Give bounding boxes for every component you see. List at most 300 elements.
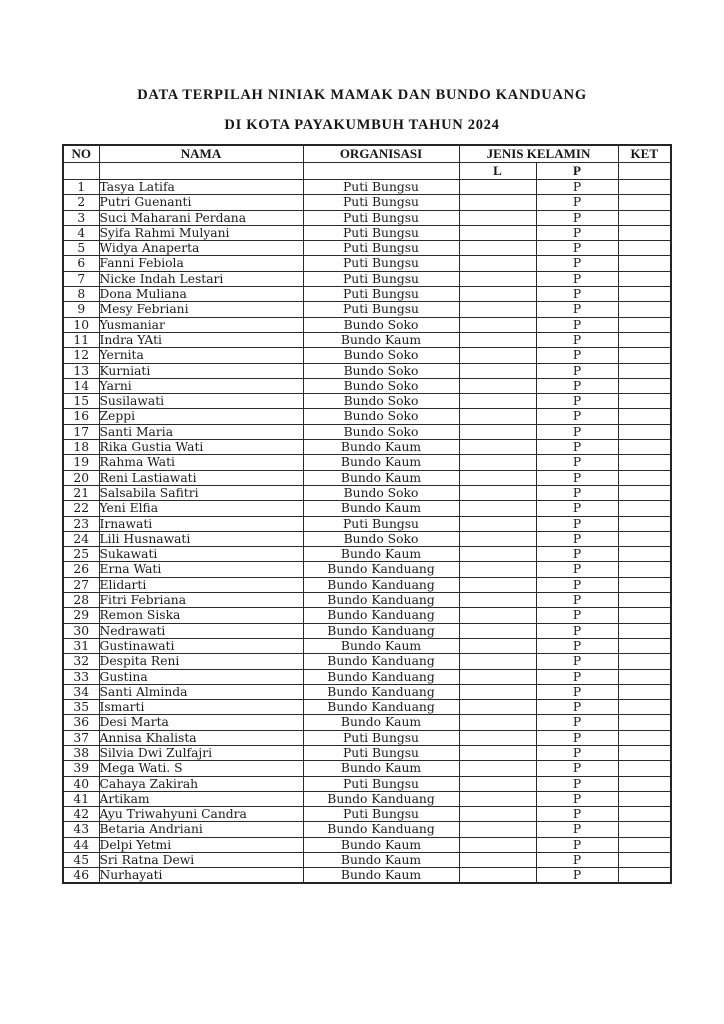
cell-jenis-kelamin-p: P <box>536 593 618 608</box>
cell-no: 45 <box>63 853 99 868</box>
cell-jenis-kelamin-p: P <box>536 837 618 852</box>
cell-organisasi: Bundo Kaum <box>303 638 459 653</box>
table-row <box>63 715 671 730</box>
table-row <box>63 424 671 439</box>
cell-nama: Cahaya Zakirah <box>99 776 303 791</box>
page-title-line1: DATA TERPILAH NINIAK MAMAK DAN BUNDO KANDUANG <box>137 87 587 103</box>
cell-nama: Sukawati <box>99 547 303 562</box>
cell-jenis-kelamin-l <box>459 287 536 302</box>
col-subheader-ket-empty <box>618 163 671 180</box>
cell-ket <box>618 180 671 195</box>
cell-no: 11 <box>63 332 99 347</box>
cell-jenis-kelamin-p: P <box>536 378 618 393</box>
cell-jenis-kelamin-l <box>459 409 536 424</box>
cell-nama: Santi Alminda <box>99 684 303 699</box>
cell-jenis-kelamin-l <box>459 776 536 791</box>
cell-no: 15 <box>63 394 99 409</box>
table-row <box>63 210 671 225</box>
col-subheader-nama-empty <box>99 163 303 180</box>
cell-jenis-kelamin-l <box>459 654 536 669</box>
cell-no: 5 <box>63 241 99 256</box>
cell-jenis-kelamin-l <box>459 577 536 592</box>
cell-jenis-kelamin-l <box>459 317 536 332</box>
cell-ket <box>618 608 671 623</box>
data-table <box>62 144 672 884</box>
cell-nama: Sri Ratna Dewi <box>99 853 303 868</box>
cell-ket <box>618 562 671 577</box>
cell-nama: Artikam <box>99 791 303 806</box>
cell-jenis-kelamin-l <box>459 807 536 822</box>
cell-ket <box>618 623 671 638</box>
table-row <box>63 807 671 822</box>
cell-nama: Salsabila Safitri <box>99 485 303 500</box>
cell-nama: Remon Siska <box>99 608 303 623</box>
cell-nama: Erna Wati <box>99 562 303 577</box>
cell-organisasi: Bundo Soko <box>303 348 459 363</box>
cell-jenis-kelamin-p: P <box>536 730 618 745</box>
table-row <box>63 287 671 302</box>
header-row-1 <box>63 145 671 163</box>
cell-nama: Yusmaniar <box>99 317 303 332</box>
cell-organisasi: Bundo Kaum <box>303 455 459 470</box>
cell-jenis-kelamin-p: P <box>536 485 618 500</box>
cell-ket <box>618 348 671 363</box>
cell-organisasi: Bundo Kanduang <box>303 700 459 715</box>
cell-no: 7 <box>63 271 99 286</box>
cell-ket <box>618 700 671 715</box>
cell-jenis-kelamin-l <box>459 547 536 562</box>
cell-jenis-kelamin-l <box>459 225 536 240</box>
cell-nama: Irnawati <box>99 516 303 531</box>
cell-jenis-kelamin-l <box>459 593 536 608</box>
cell-ket <box>618 577 671 592</box>
cell-no: 21 <box>63 485 99 500</box>
cell-organisasi: Puti Bungsu <box>303 241 459 256</box>
col-header-ket: KET <box>618 145 671 163</box>
cell-no: 13 <box>63 363 99 378</box>
cell-jenis-kelamin-p: P <box>536 531 618 546</box>
cell-organisasi: Bundo Kanduang <box>303 608 459 623</box>
cell-ket <box>618 241 671 256</box>
cell-jenis-kelamin-l <box>459 669 536 684</box>
table-row <box>63 684 671 699</box>
cell-organisasi: Bundo Soko <box>303 378 459 393</box>
cell-ket <box>618 302 671 317</box>
cell-no: 17 <box>63 424 99 439</box>
cell-ket <box>618 730 671 745</box>
cell-organisasi: Bundo Soko <box>303 531 459 546</box>
cell-jenis-kelamin-p: P <box>536 440 618 455</box>
cell-jenis-kelamin-l <box>459 195 536 210</box>
cell-organisasi: Bundo Soko <box>303 424 459 439</box>
cell-no: 10 <box>63 317 99 332</box>
cell-jenis-kelamin-l <box>459 730 536 745</box>
cell-jenis-kelamin-l <box>459 332 536 347</box>
cell-jenis-kelamin-l <box>459 516 536 531</box>
cell-ket <box>618 853 671 868</box>
cell-jenis-kelamin-p: P <box>536 348 618 363</box>
cell-organisasi: Puti Bungsu <box>303 745 459 760</box>
cell-ket <box>618 745 671 760</box>
cell-jenis-kelamin-p: P <box>536 868 618 883</box>
cell-jenis-kelamin-p: P <box>536 195 618 210</box>
cell-nama: Lili Husnawati <box>99 531 303 546</box>
cell-nama: Widya Anaperta <box>99 241 303 256</box>
cell-jenis-kelamin-l <box>459 302 536 317</box>
cell-organisasi: Bundo Kaum <box>303 868 459 883</box>
table-row <box>63 638 671 653</box>
cell-organisasi: Puti Bungsu <box>303 776 459 791</box>
cell-no: 27 <box>63 577 99 592</box>
cell-ket <box>618 317 671 332</box>
cell-jenis-kelamin-l <box>459 363 536 378</box>
table-row <box>63 470 671 485</box>
table-row <box>63 700 671 715</box>
cell-jenis-kelamin-l <box>459 837 536 852</box>
cell-no: 40 <box>63 776 99 791</box>
cell-nama: Zeppi <box>99 409 303 424</box>
col-subheader-p: P <box>536 163 618 180</box>
cell-jenis-kelamin-l <box>459 348 536 363</box>
cell-jenis-kelamin-l <box>459 271 536 286</box>
cell-no: 34 <box>63 684 99 699</box>
table-row <box>63 440 671 455</box>
cell-no: 30 <box>63 623 99 638</box>
cell-ket <box>618 547 671 562</box>
cell-nama: Yeni Elfia <box>99 501 303 516</box>
cell-organisasi: Bundo Kaum <box>303 715 459 730</box>
cell-no: 31 <box>63 638 99 653</box>
cell-no: 39 <box>63 761 99 776</box>
table-row <box>63 271 671 286</box>
cell-ket <box>618 776 671 791</box>
cell-no: 2 <box>63 195 99 210</box>
cell-nama: Elidarti <box>99 577 303 592</box>
cell-organisasi: Bundo Kaum <box>303 332 459 347</box>
cell-jenis-kelamin-l <box>459 745 536 760</box>
table-row <box>63 791 671 806</box>
cell-organisasi: Bundo Kaum <box>303 501 459 516</box>
cell-no: 29 <box>63 608 99 623</box>
cell-no: 14 <box>63 378 99 393</box>
cell-nama: Mega Wati. S <box>99 761 303 776</box>
table-row <box>63 195 671 210</box>
cell-organisasi: Bundo Kaum <box>303 853 459 868</box>
cell-ket <box>618 455 671 470</box>
cell-ket <box>618 378 671 393</box>
table-row <box>63 348 671 363</box>
cell-nama: Annisa Khalista <box>99 730 303 745</box>
table-row <box>63 409 671 424</box>
cell-ket <box>618 822 671 837</box>
table-row <box>63 608 671 623</box>
cell-jenis-kelamin-l <box>459 440 536 455</box>
cell-no: 41 <box>63 791 99 806</box>
cell-jenis-kelamin-l <box>459 638 536 653</box>
cell-no: 25 <box>63 547 99 562</box>
cell-jenis-kelamin-p: P <box>536 654 618 669</box>
cell-organisasi: Puti Bungsu <box>303 195 459 210</box>
cell-jenis-kelamin-l <box>459 210 536 225</box>
col-subheader-org-empty <box>303 163 459 180</box>
cell-nama: Betaria Andriani <box>99 822 303 837</box>
col-header-no: NO <box>63 145 99 163</box>
cell-jenis-kelamin-p: P <box>536 807 618 822</box>
cell-ket <box>618 516 671 531</box>
cell-jenis-kelamin-p: P <box>536 271 618 286</box>
cell-organisasi: Bundo Kaum <box>303 440 459 455</box>
col-header-jenis-kelamin: JENIS KELAMIN <box>459 145 618 163</box>
cell-jenis-kelamin-p: P <box>536 241 618 256</box>
table-header <box>63 145 671 180</box>
table-body <box>63 180 671 884</box>
cell-organisasi: Bundo Kanduang <box>303 669 459 684</box>
table-row <box>63 332 671 347</box>
cell-ket <box>618 409 671 424</box>
cell-jenis-kelamin-l <box>459 501 536 516</box>
table-row <box>63 837 671 852</box>
cell-ket <box>618 394 671 409</box>
cell-no: 23 <box>63 516 99 531</box>
cell-jenis-kelamin-l <box>459 485 536 500</box>
cell-jenis-kelamin-p: P <box>536 332 618 347</box>
cell-ket <box>618 807 671 822</box>
table-row <box>63 776 671 791</box>
cell-nama: Indra YAti <box>99 332 303 347</box>
cell-jenis-kelamin-p: P <box>536 363 618 378</box>
cell-ket <box>618 440 671 455</box>
cell-jenis-kelamin-l <box>459 623 536 638</box>
cell-organisasi: Puti Bungsu <box>303 180 459 195</box>
cell-jenis-kelamin-p: P <box>536 853 618 868</box>
table-row <box>63 501 671 516</box>
cell-jenis-kelamin-p: P <box>536 623 618 638</box>
cell-jenis-kelamin-l <box>459 424 536 439</box>
cell-no: 32 <box>63 654 99 669</box>
cell-organisasi: Bundo Soko <box>303 485 459 500</box>
cell-nama: Kurniati <box>99 363 303 378</box>
cell-jenis-kelamin-p: P <box>536 302 618 317</box>
cell-organisasi: Bundo Kanduang <box>303 791 459 806</box>
cell-jenis-kelamin-p: P <box>536 501 618 516</box>
cell-organisasi: Bundo Kaum <box>303 470 459 485</box>
cell-nama: Ismarti <box>99 700 303 715</box>
cell-organisasi: Bundo Soko <box>303 409 459 424</box>
cell-ket <box>618 501 671 516</box>
cell-ket <box>618 363 671 378</box>
cell-nama: Ayu Triwahyuni Candra <box>99 807 303 822</box>
cell-jenis-kelamin-p: P <box>536 684 618 699</box>
cell-jenis-kelamin-p: P <box>536 776 618 791</box>
table-row <box>63 225 671 240</box>
table-row <box>63 256 671 271</box>
cell-organisasi: Puti Bungsu <box>303 302 459 317</box>
col-header-nama: NAMA <box>99 145 303 163</box>
col-header-organisasi: ORGANISASI <box>303 145 459 163</box>
cell-nama: Dona Muliana <box>99 287 303 302</box>
cell-ket <box>618 684 671 699</box>
cell-jenis-kelamin-l <box>459 761 536 776</box>
cell-organisasi: Bundo Kanduang <box>303 684 459 699</box>
cell-jenis-kelamin-l <box>459 562 536 577</box>
col-subheader-l: L <box>459 163 536 180</box>
cell-ket <box>618 715 671 730</box>
cell-nama: Fanni Febiola <box>99 256 303 271</box>
cell-organisasi: Puti Bungsu <box>303 807 459 822</box>
cell-ket <box>618 837 671 852</box>
cell-jenis-kelamin-p: P <box>536 547 618 562</box>
table-row <box>63 623 671 638</box>
cell-no: 24 <box>63 531 99 546</box>
cell-jenis-kelamin-l <box>459 394 536 409</box>
cell-nama: Rahma Wati <box>99 455 303 470</box>
cell-ket <box>618 287 671 302</box>
cell-organisasi: Puti Bungsu <box>303 210 459 225</box>
cell-ket <box>618 485 671 500</box>
table-row <box>63 868 671 883</box>
cell-no: 16 <box>63 409 99 424</box>
cell-jenis-kelamin-l <box>459 684 536 699</box>
cell-no: 19 <box>63 455 99 470</box>
cell-organisasi: Puti Bungsu <box>303 271 459 286</box>
cell-jenis-kelamin-p: P <box>536 317 618 332</box>
cell-organisasi: Bundo Kanduang <box>303 593 459 608</box>
cell-jenis-kelamin-l <box>459 378 536 393</box>
cell-organisasi: Bundo Kanduang <box>303 822 459 837</box>
cell-organisasi: Bundo Kanduang <box>303 654 459 669</box>
cell-no: 37 <box>63 730 99 745</box>
cell-no: 12 <box>63 348 99 363</box>
cell-organisasi: Puti Bungsu <box>303 225 459 240</box>
table-row <box>63 562 671 577</box>
cell-ket <box>618 638 671 653</box>
cell-nama: Reni Lastiawati <box>99 470 303 485</box>
cell-nama: Rika Gustia Wati <box>99 440 303 455</box>
cell-jenis-kelamin-p: P <box>536 715 618 730</box>
table-row <box>63 822 671 837</box>
cell-jenis-kelamin-l <box>459 608 536 623</box>
cell-nama: Yarni <box>99 378 303 393</box>
cell-no: 20 <box>63 470 99 485</box>
table-row <box>63 317 671 332</box>
cell-organisasi: Bundo Soko <box>303 394 459 409</box>
cell-nama: Despita Reni <box>99 654 303 669</box>
cell-jenis-kelamin-l <box>459 241 536 256</box>
cell-nama: Nedrawati <box>99 623 303 638</box>
table-row <box>63 761 671 776</box>
cell-jenis-kelamin-p: P <box>536 516 618 531</box>
cell-jenis-kelamin-l <box>459 868 536 883</box>
cell-nama: Santi Maria <box>99 424 303 439</box>
cell-jenis-kelamin-p: P <box>536 761 618 776</box>
cell-ket <box>618 654 671 669</box>
cell-nama: Silvia Dwi Zulfajri <box>99 745 303 760</box>
table-row <box>63 730 671 745</box>
cell-no: 26 <box>63 562 99 577</box>
cell-jenis-kelamin-l <box>459 700 536 715</box>
cell-ket <box>618 225 671 240</box>
cell-ket <box>618 791 671 806</box>
page-title-line2: DI KOTA PAYAKUMBUH TAHUN 2024 <box>224 117 500 133</box>
cell-jenis-kelamin-p: P <box>536 225 618 240</box>
cell-organisasi: Bundo Soko <box>303 317 459 332</box>
cell-ket <box>618 195 671 210</box>
header-row-2 <box>63 163 671 180</box>
cell-jenis-kelamin-p: P <box>536 562 618 577</box>
cell-no: 43 <box>63 822 99 837</box>
cell-jenis-kelamin-p: P <box>536 210 618 225</box>
cell-nama: Delpi Yetmi <box>99 837 303 852</box>
cell-no: 18 <box>63 440 99 455</box>
cell-ket <box>618 669 671 684</box>
cell-organisasi: Bundo Kanduang <box>303 577 459 592</box>
cell-jenis-kelamin-l <box>459 853 536 868</box>
cell-jenis-kelamin-p: P <box>536 608 618 623</box>
cell-organisasi: Bundo Kaum <box>303 837 459 852</box>
cell-organisasi: Bundo Kaum <box>303 761 459 776</box>
cell-nama: Fitri Febriana <box>99 593 303 608</box>
cell-no: 1 <box>63 180 99 195</box>
cell-no: 44 <box>63 837 99 852</box>
cell-nama: Yernita <box>99 348 303 363</box>
cell-ket <box>618 332 671 347</box>
cell-no: 3 <box>63 210 99 225</box>
cell-organisasi: Puti Bungsu <box>303 730 459 745</box>
cell-organisasi: Bundo Kanduang <box>303 623 459 638</box>
table-row <box>63 455 671 470</box>
cell-nama: Tasya Latifa <box>99 180 303 195</box>
cell-no: 22 <box>63 501 99 516</box>
cell-no: 8 <box>63 287 99 302</box>
cell-nama: Syifa Rahmi Mulyani <box>99 225 303 240</box>
table-row <box>63 593 671 608</box>
cell-no: 4 <box>63 225 99 240</box>
cell-nama: Gustina <box>99 669 303 684</box>
table-row <box>63 485 671 500</box>
cell-no: 33 <box>63 669 99 684</box>
cell-jenis-kelamin-p: P <box>536 700 618 715</box>
table-row <box>63 180 671 195</box>
cell-jenis-kelamin-l <box>459 715 536 730</box>
cell-no: 46 <box>63 868 99 883</box>
cell-no: 6 <box>63 256 99 271</box>
cell-jenis-kelamin-l <box>459 822 536 837</box>
cell-jenis-kelamin-l <box>459 791 536 806</box>
cell-jenis-kelamin-l <box>459 531 536 546</box>
cell-jenis-kelamin-l <box>459 256 536 271</box>
cell-jenis-kelamin-p: P <box>536 409 618 424</box>
cell-jenis-kelamin-p: P <box>536 822 618 837</box>
table-row <box>63 547 671 562</box>
cell-ket <box>618 210 671 225</box>
table-row <box>63 302 671 317</box>
cell-nama: Susilawati <box>99 394 303 409</box>
cell-jenis-kelamin-l <box>459 470 536 485</box>
cell-no: 35 <box>63 700 99 715</box>
cell-nama: Desi Marta <box>99 715 303 730</box>
cell-ket <box>618 761 671 776</box>
cell-jenis-kelamin-p: P <box>536 669 618 684</box>
col-subheader-no-empty <box>63 163 99 180</box>
table-row <box>63 745 671 760</box>
cell-no: 42 <box>63 807 99 822</box>
cell-jenis-kelamin-p: P <box>536 745 618 760</box>
table-row <box>63 516 671 531</box>
cell-jenis-kelamin-l <box>459 455 536 470</box>
cell-no: 9 <box>63 302 99 317</box>
cell-no: 28 <box>63 593 99 608</box>
cell-jenis-kelamin-p: P <box>536 180 618 195</box>
